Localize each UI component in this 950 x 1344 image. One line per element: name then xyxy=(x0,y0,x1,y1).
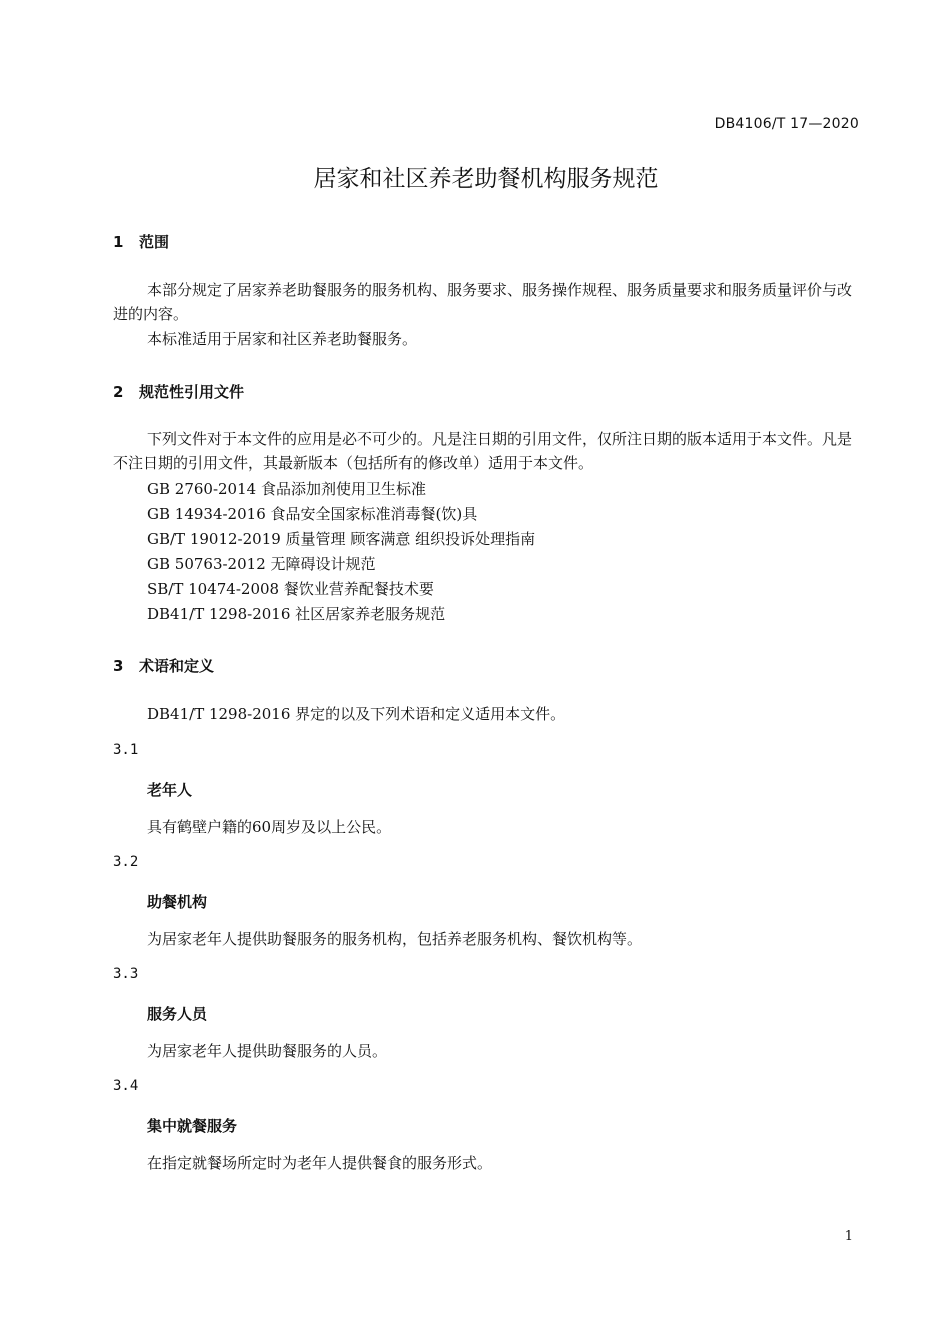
section-3-paragraph-1: DB41/T 1298-2016 界定的以及下列术语和定义适用本文件。 xyxy=(147,705,566,723)
term-number: 3.3 xyxy=(113,966,139,982)
section-number: 1 xyxy=(113,233,124,251)
section-title: 范围 xyxy=(139,233,170,251)
section-title: 规范性引用文件 xyxy=(139,383,245,401)
section-1-paragraph-1: 本部分规定了居家养老助餐服务的服务机构、服务要求、服务操作规程、服务质量要求和服务质量评价与改进的内容。 xyxy=(113,281,853,323)
section-number: 2 xyxy=(113,383,124,401)
reference-item: GB 50763-2012 无障碍设计规范 xyxy=(147,555,376,573)
reference-item: SB/T 10474-2008 餐饮业营养配餐技术要 xyxy=(147,580,434,598)
term-name: 老年人 xyxy=(147,781,193,799)
section-1-heading xyxy=(113,231,169,252)
term-name: 集中就餐服务 xyxy=(147,1117,238,1135)
reference-item: DB41/T 1298-2016 社区居家养老服务规范 xyxy=(147,605,446,623)
reference-item: GB 2760-2014 食品添加剂使用卫生标准 xyxy=(147,480,426,498)
section-3-heading xyxy=(113,655,214,676)
term-number: 3.2 xyxy=(113,854,139,870)
term-definition: 为居家老年人提供助餐服务的人员。 xyxy=(147,1042,388,1060)
term-definition: 为居家老年人提供助餐服务的服务机构，包括养老服务机构、餐饮机构等。 xyxy=(147,930,643,948)
term-definition: 在指定就餐场所定时为老年人提供餐食的服务形式。 xyxy=(147,1154,493,1172)
term-name: 服务人员 xyxy=(147,1005,208,1023)
section-2-heading xyxy=(113,381,244,402)
document-title: 居家和社区养老助餐机构服务规范 xyxy=(313,166,659,192)
reference-item: GB/T 19012-2019 质量管理 顾客满意 组织投诉处理指南 xyxy=(147,530,536,548)
term-name: 助餐机构 xyxy=(147,893,208,911)
section-2-paragraph-1: 下列文件对于本文件的应用是必不可少的。凡是注日期的引用文件，仅所注日期的版本适用于本文件。凡是不注日期的引用文件，其最新版本（包括所有的修改单）适用于本文件。 xyxy=(113,430,853,472)
document-code: DB4106/T 17—2020 xyxy=(714,116,859,132)
section-1-paragraph-2: 本标准适用于居家和社区养老助餐服务。 xyxy=(147,330,418,348)
term-number: 3.4 xyxy=(113,1078,139,1094)
term-number: 3.1 xyxy=(113,742,139,758)
page-number: 1 xyxy=(844,1229,853,1244)
section-title: 术语和定义 xyxy=(139,657,215,675)
reference-item: GB 14934-2016 食品安全国家标准消毒餐(饮)具 xyxy=(147,505,478,523)
section-number: 3 xyxy=(113,657,124,675)
term-definition: 具有鹤壁户籍的60周岁及以上公民。 xyxy=(147,818,392,836)
